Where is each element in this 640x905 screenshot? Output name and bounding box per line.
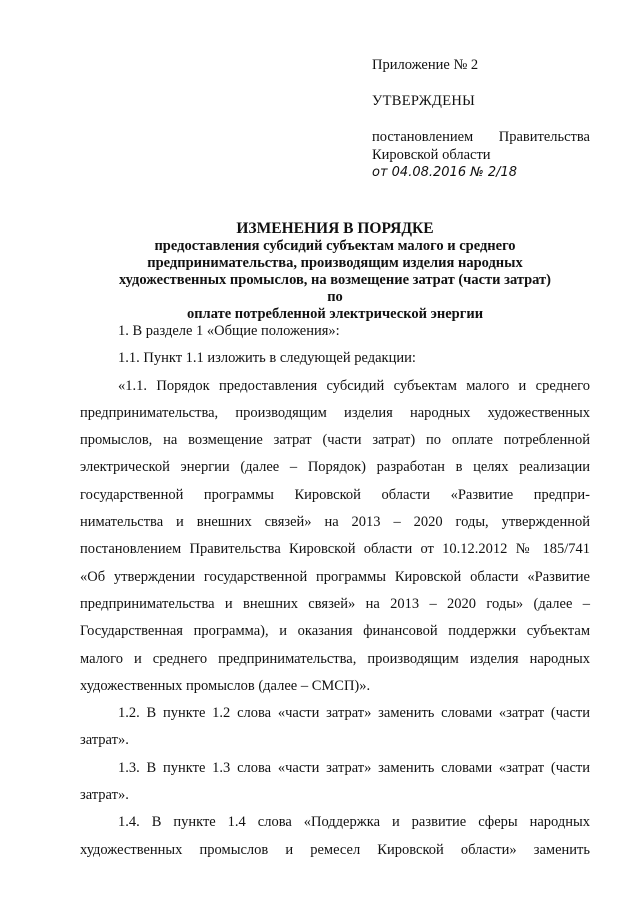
text-line: 1.4. В пункте 1.4 слова «Поддержка и развитие сферы народных: [118, 814, 590, 831]
title-line-1: предоставления субсидий субъектам малого и среднего: [154, 238, 516, 254]
text-line: нимательства и внешних связей» на 2013 – 2020 годы, утвержденной: [80, 514, 590, 531]
paragraph-1-3: [80, 755, 590, 810]
text-line: «1.1. Порядок предоставления субсидий субъектам малого и среднего: [118, 377, 590, 394]
text-line: затрат».: [80, 787, 129, 804]
decree-line-1: постановлением Правительства: [372, 129, 590, 145]
approval-block: [372, 56, 590, 182]
title-line-3: художественных промыслов, на возмещение затрат (части затрат) по: [118, 272, 552, 305]
text-line: художественных промыслов (далее – СМСП)».: [80, 677, 371, 694]
text-line: 1.2. В пункте 1.2 слова «части затрат» заменить словами «затрат (части: [118, 705, 590, 722]
paragraph-1-1: 1.1. Пункт 1.1 изложить в следующей редакции:: [118, 350, 416, 367]
title-line-4: оплате потребленной электрической энергии: [186, 306, 484, 322]
title-line-2: предпринимательства, производящим изделия народных: [147, 255, 523, 271]
text-line: предпринимательства и внешних связей» на 2013 – 2020 годы» (далее –: [80, 595, 590, 612]
paragraph-1-2: [80, 700, 590, 755]
text-line: Государственная программа), и оказания финансовой поддержки субъектам: [80, 623, 590, 640]
paragraph-section-1: 1. В разделе 1 «Общие положения»:: [118, 323, 340, 339]
decree-line-2: Кировской области: [372, 147, 491, 163]
text-line: малого и среднего предпринимательства, производящим изделия народных: [80, 650, 590, 667]
text-line: затрат».: [80, 732, 129, 749]
appendix-number: Приложение № 2: [372, 57, 479, 73]
text-line: постановлением Правительства Кировской области от 10.12.2012 № 185/741: [80, 541, 590, 558]
paragraph-1-4: [80, 809, 590, 864]
text-line: государственной программы Кировской области «Развитие предпри-: [80, 486, 590, 503]
title-main: ИЗМЕНЕНИЯ В ПОРЯДКЕ: [236, 220, 434, 237]
text-line: электрической энергии (далее – Порядок) разработан в целях реализации: [80, 459, 590, 476]
text-line: художественных промыслов и ремесел Кировской области» заменить: [80, 841, 590, 858]
document-title: [110, 220, 560, 323]
decree-date-handwritten: от 04.08.2016 № 2/18: [372, 165, 518, 180]
text-line: «Об утверждении государственной программы Кировской области «Развитие: [80, 568, 590, 585]
approved-heading: УТВЕРЖДЕНЫ: [372, 93, 476, 109]
text-line: предпринимательства, производящим изделия народных художественных: [80, 404, 590, 421]
document-body: [80, 318, 590, 864]
paragraph-1-1-text: [80, 373, 590, 701]
text-line: 1.3. В пункте 1.3 слова «части затрат» заменить словами «затрат (части: [118, 759, 590, 776]
text-line: промыслов, на возмещение затрат (части затрат) по оплате потребленной: [80, 432, 590, 449]
